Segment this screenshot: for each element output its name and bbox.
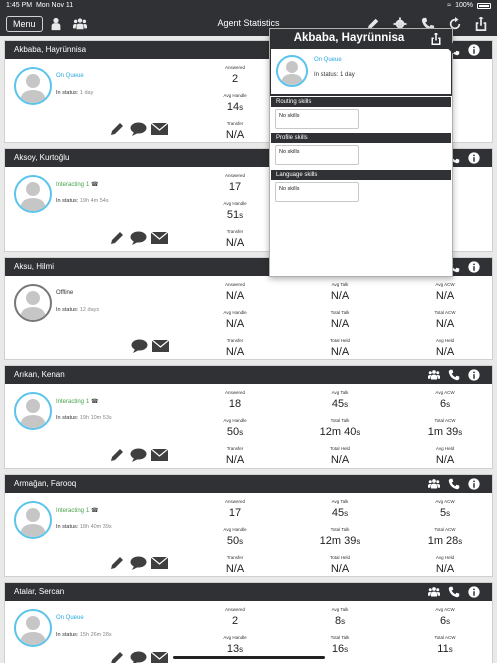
agent-header-icons (428, 369, 480, 381)
stat-number: N/A (435, 318, 455, 330)
agent-card[interactable] (4, 365, 493, 469)
in-status-duration: 19h 10m 53s (79, 415, 112, 421)
stat-value (310, 506, 370, 520)
stat-unit: s (458, 537, 463, 546)
stat-number: N/A (330, 318, 350, 330)
stat-cell (310, 390, 370, 411)
stat-number: 17 (228, 181, 242, 193)
stat-label: Total ACW (434, 310, 456, 315)
stat-number: 18 (228, 398, 242, 410)
agent-card[interactable] (4, 582, 493, 663)
chat-icon[interactable] (130, 448, 147, 462)
chat-icon[interactable] (130, 651, 147, 663)
stat-value (310, 425, 370, 439)
in-status-duration: 15h 26m 28s (79, 632, 112, 638)
stat-unit: s (344, 509, 349, 518)
pencil-icon[interactable] (109, 231, 126, 245)
stat-cell (205, 635, 265, 656)
stat-label: Avg Handle (223, 310, 247, 315)
stat-number: 51 (226, 209, 240, 221)
in-status-label: In status: (56, 415, 79, 421)
stat-unit: s (448, 645, 453, 654)
stat-label: Avg Handle (223, 418, 247, 423)
in-status-label: In status: (56, 198, 79, 204)
stat-number: 11 (437, 643, 449, 655)
stat-cell (205, 229, 265, 250)
stat-number: 16 (331, 643, 345, 655)
stat-cell (415, 418, 475, 439)
info-icon[interactable] (468, 369, 480, 381)
stat-cell (205, 93, 265, 114)
battery-percent: 100% (455, 2, 473, 9)
stat-cell (205, 446, 265, 467)
stat-label: Avg Held (435, 446, 455, 451)
stat-number: N/A (435, 290, 455, 302)
in-status-duration: 12 days (79, 307, 100, 313)
stat-number: 8 (334, 615, 342, 627)
stat-unit: s (446, 400, 451, 409)
info-icon[interactable] (468, 586, 480, 598)
group-icon[interactable] (428, 478, 440, 490)
mail-icon[interactable] (151, 556, 168, 570)
stat-value (415, 425, 475, 439)
stat-number: 6 (439, 615, 447, 627)
stat-number: N/A (225, 237, 245, 249)
agent-actions (109, 448, 168, 462)
stat-number: 17 (228, 507, 242, 519)
info-icon[interactable] (468, 152, 480, 164)
avatar (14, 609, 52, 647)
info-icon[interactable] (468, 44, 480, 56)
stat-label: Transfer (226, 446, 244, 451)
stat-cell (205, 527, 265, 548)
stat-cell (310, 418, 370, 439)
chat-icon[interactable] (130, 556, 147, 570)
stat-label: Answered (224, 390, 245, 395)
stat-number: 6 (439, 398, 447, 410)
stat-label: Answered (224, 65, 245, 70)
stat-value (310, 642, 370, 656)
stat-value (205, 562, 265, 576)
agent-card[interactable] (4, 474, 493, 577)
mail-icon[interactable] (151, 122, 168, 136)
agent-name: Aksoy, Kurtoğlu (14, 153, 70, 162)
stat-label: Avg Handle (223, 527, 247, 532)
stat-label: Answered (224, 282, 245, 287)
pencil-icon[interactable] (109, 651, 126, 663)
agent-header-icons (428, 586, 480, 598)
agent-card-header (5, 366, 492, 384)
stat-cell (310, 446, 370, 467)
battery-icon (477, 3, 491, 9)
stat-value (205, 236, 265, 250)
in-status-label: In status: (56, 524, 79, 530)
language-skills-value: No skills (275, 182, 359, 202)
mail-icon[interactable] (151, 448, 168, 462)
popover-status: On Queue (314, 57, 342, 63)
popover-header (270, 29, 452, 96)
chat-icon[interactable] (130, 122, 147, 136)
stat-value (205, 345, 265, 359)
in-status-label: In status: (56, 90, 79, 96)
stat-cell (415, 338, 475, 359)
stat-cell (205, 201, 265, 222)
stat-label: Avg ACW (435, 499, 455, 504)
stat-value (310, 562, 370, 576)
agent-status (56, 290, 73, 296)
stat-cell (310, 635, 370, 656)
stat-unit: s (446, 617, 451, 626)
page-title: Agent Statistics (217, 18, 280, 28)
in-status-label: In status: (56, 632, 79, 638)
chat-icon[interactable] (130, 231, 147, 245)
avatar (14, 392, 52, 430)
stat-cell (415, 527, 475, 548)
in-status-duration: 1 day (79, 90, 94, 96)
stat-unit: s (356, 537, 361, 546)
stat-label: Transfer (226, 338, 244, 343)
stat-label: Avg Handle (223, 635, 247, 640)
home-indicator (173, 656, 325, 659)
stat-value (205, 180, 265, 194)
in-status-duration: 19h 4m 54s (79, 198, 109, 204)
phone-icon[interactable] (448, 369, 460, 381)
stat-cell (310, 555, 370, 576)
menu-button[interactable]: Menu (6, 16, 43, 32)
pencil-icon[interactable] (109, 122, 126, 136)
avatar (14, 67, 52, 105)
agent-status-label: Interacting (56, 399, 85, 405)
share-icon[interactable] (474, 17, 488, 31)
stat-cell (205, 499, 265, 520)
stat-unit: s (356, 428, 361, 437)
agent-in-status (56, 632, 112, 638)
stat-number: 13 (226, 643, 240, 655)
stat-cell (415, 555, 475, 576)
agent-status-label: On Queue (56, 73, 84, 79)
stat-cell (415, 390, 475, 411)
stat-number: 2 (231, 73, 239, 85)
status-bar (0, 0, 497, 12)
routing-skills-header: Routing skills (271, 97, 451, 107)
stat-number: 45 (331, 507, 345, 519)
stat-value (415, 317, 475, 331)
stat-label: Total Talk (330, 310, 350, 315)
stat-number: N/A (435, 346, 455, 358)
stat-label: Transfer (226, 555, 244, 560)
stat-number: N/A (225, 129, 245, 141)
stat-cell (415, 499, 475, 520)
stat-label: Total Talk (330, 527, 350, 532)
avatar (14, 284, 52, 322)
stat-value (205, 397, 265, 411)
stat-label: Avg Handle (223, 201, 247, 206)
stat-label: Answered (224, 607, 245, 612)
stat-number: 12m 39 (319, 535, 357, 547)
stat-unit: s (344, 400, 349, 409)
stat-number: 14 (226, 101, 240, 113)
stat-value (415, 289, 475, 303)
stat-number: N/A (225, 318, 245, 330)
agent-actions (131, 339, 169, 353)
stat-cell (205, 282, 265, 303)
stat-label: Avg Talk (331, 607, 349, 612)
stat-unit: s (239, 428, 244, 437)
wifi-icon: ≈ (447, 2, 452, 9)
share-icon[interactable] (430, 32, 442, 44)
stat-number: N/A (435, 563, 455, 575)
group-icon[interactable] (428, 369, 440, 381)
stat-value (310, 345, 370, 359)
stat-label: Avg Handle (223, 93, 247, 98)
profile-skills-value: No skills (275, 145, 359, 165)
stat-label: Total Held (329, 338, 350, 343)
stat-cell (310, 310, 370, 331)
group-icon[interactable] (428, 586, 440, 598)
stat-unit: s (446, 509, 451, 518)
in-status-duration: 18h 40m 39s (79, 524, 112, 530)
agent-detail-popover (269, 28, 453, 277)
agent-card-header (5, 475, 492, 493)
phone-icon[interactable] (448, 478, 460, 490)
routing-skills-value: No skills (275, 109, 359, 129)
stat-value (415, 345, 475, 359)
stat-unit: s (239, 211, 244, 220)
stat-unit: s (344, 645, 349, 654)
stat-value (310, 397, 370, 411)
stat-cell (205, 173, 265, 194)
stat-value (205, 128, 265, 142)
agent-name: Akbaba, Hayrünnisa (14, 45, 87, 54)
stat-cell (310, 607, 370, 628)
stat-unit: s (341, 617, 346, 626)
stat-value (310, 289, 370, 303)
stat-number: 50 (226, 426, 240, 438)
stat-label: Transfer (226, 229, 244, 234)
stat-value (415, 453, 475, 467)
phone-icon[interactable] (448, 586, 460, 598)
agent-status (56, 73, 84, 79)
stat-number: 5 (439, 507, 447, 519)
interaction-count: 1 (86, 399, 90, 405)
stat-value (205, 534, 265, 548)
phone-icon: ☎ (89, 399, 99, 405)
stat-label: Total Held (329, 555, 350, 560)
agent-status (56, 181, 99, 188)
stat-unit: s (239, 537, 244, 546)
stat-label: Total ACW (434, 635, 456, 640)
pencil-icon[interactable] (109, 556, 126, 570)
phone-icon: ☎ (89, 182, 99, 188)
agent-in-status (56, 415, 112, 421)
stat-number: N/A (330, 290, 350, 302)
agent-status-label: Interacting (56, 182, 85, 188)
stat-number: N/A (225, 563, 245, 575)
stat-cell (205, 555, 265, 576)
stat-label: Avg Held (435, 338, 455, 343)
stat-number: 45 (331, 398, 345, 410)
mail-icon[interactable] (151, 231, 168, 245)
stat-cell (205, 607, 265, 628)
stat-number: N/A (225, 454, 245, 466)
status-right (447, 2, 491, 9)
agent-status-label: Interacting (56, 508, 85, 514)
stat-label: Total Talk (330, 635, 350, 640)
agent-actions (109, 122, 168, 136)
info-icon[interactable] (468, 261, 480, 273)
stat-cell (205, 121, 265, 142)
stat-value (205, 614, 265, 628)
stat-cell (415, 282, 475, 303)
stat-label: Total ACW (434, 418, 456, 423)
stat-label: Avg Held (435, 555, 455, 560)
stat-number: 1m 28 (427, 535, 459, 547)
agent-in-status (56, 307, 99, 313)
stat-value (310, 453, 370, 467)
phone-icon: ☎ (89, 508, 99, 514)
stat-cell (205, 390, 265, 411)
stat-cell (415, 310, 475, 331)
profile-skills-header: Profile skills (271, 133, 451, 143)
stat-value (205, 72, 265, 86)
stat-cell (415, 635, 475, 656)
stat-label: Total ACW (434, 527, 456, 532)
stat-number: N/A (330, 563, 350, 575)
agent-name: Aksu, Hilmi (14, 262, 55, 271)
stat-value (415, 562, 475, 576)
stat-cell (415, 607, 475, 628)
stat-value (205, 642, 265, 656)
mail-icon[interactable] (151, 651, 168, 663)
stat-number: 50 (226, 535, 240, 547)
stat-value (310, 317, 370, 331)
stat-label: Avg Talk (331, 499, 349, 504)
stat-number: N/A (330, 454, 350, 466)
stat-label: Answered (224, 173, 245, 178)
stat-number: N/A (435, 454, 455, 466)
stat-value (415, 642, 475, 656)
stat-value (415, 534, 475, 548)
stat-value (205, 317, 265, 331)
agent-name: Arıkan, Kenan (14, 370, 65, 379)
stat-value (205, 453, 265, 467)
stat-label: Answered (224, 499, 245, 504)
avatar (14, 501, 52, 539)
stat-cell (310, 527, 370, 548)
info-icon[interactable] (468, 478, 480, 490)
stat-value (415, 614, 475, 628)
agent-status (56, 507, 99, 514)
stat-label: Avg ACW (435, 282, 455, 287)
agent-status (56, 398, 99, 405)
stat-value (205, 425, 265, 439)
agent-status-label: Offline (56, 290, 74, 296)
stat-label: Avg Talk (331, 390, 349, 395)
stat-unit: s (239, 103, 244, 112)
agent-in-status (56, 524, 112, 530)
stat-label: Total Held (329, 446, 350, 451)
stat-value (205, 506, 265, 520)
avatar (276, 55, 308, 87)
avatar (14, 175, 52, 213)
pencil-icon[interactable] (109, 448, 126, 462)
status-time: 1:45 PM Mon Nov 11 (6, 2, 74, 9)
stat-value (415, 506, 475, 520)
agent-card-header (5, 583, 492, 601)
stat-value (310, 614, 370, 628)
stat-cell (310, 282, 370, 303)
stat-cell (205, 338, 265, 359)
stat-cell (310, 499, 370, 520)
agent-header-icons (428, 478, 480, 490)
stat-unit: s (458, 428, 463, 437)
agent-actions (109, 651, 168, 663)
interaction-count: 1 (86, 508, 90, 514)
agent-name: Armağan, Farooq (14, 479, 77, 488)
stat-number: 1m 39 (427, 426, 459, 438)
chat-icon[interactable] (131, 339, 148, 353)
mail-icon[interactable] (152, 339, 169, 353)
stat-label: Avg ACW (435, 390, 455, 395)
stat-unit: s (239, 645, 244, 654)
stat-cell (205, 418, 265, 439)
stat-label: Avg ACW (435, 607, 455, 612)
agent-status (56, 615, 84, 621)
stat-number: 12m 40 (319, 426, 357, 438)
stat-number: N/A (225, 346, 245, 358)
stat-number: 2 (231, 615, 239, 627)
stat-cell (310, 338, 370, 359)
stat-cell (415, 446, 475, 467)
in-status-label: In status: (56, 307, 79, 313)
language-skills-header: Language skills (271, 170, 451, 180)
stat-value (205, 208, 265, 222)
stat-label: Avg Talk (331, 282, 349, 287)
stat-cell (205, 65, 265, 86)
popover-in-status: In status: 1 day (314, 72, 355, 78)
agent-name: Atalar, Sercan (14, 587, 65, 596)
stat-value (415, 397, 475, 411)
stat-value (310, 534, 370, 548)
agent-actions (109, 231, 168, 245)
stat-number: N/A (225, 290, 245, 302)
stat-value (205, 289, 265, 303)
agent-in-status (56, 198, 109, 204)
popover-agent-name: Akbaba, Hayrünnisa (293, 32, 405, 44)
agent-in-status (56, 90, 93, 96)
popover-status-panel (271, 49, 451, 94)
stat-label: Total Talk (330, 418, 350, 423)
agent-status-label: On Queue (56, 615, 84, 621)
stat-number: N/A (330, 346, 350, 358)
stat-label: Transfer (226, 121, 244, 126)
stat-value (205, 100, 265, 114)
agent-actions (109, 556, 168, 570)
stat-cell (205, 310, 265, 331)
interaction-count: 1 (86, 182, 90, 188)
